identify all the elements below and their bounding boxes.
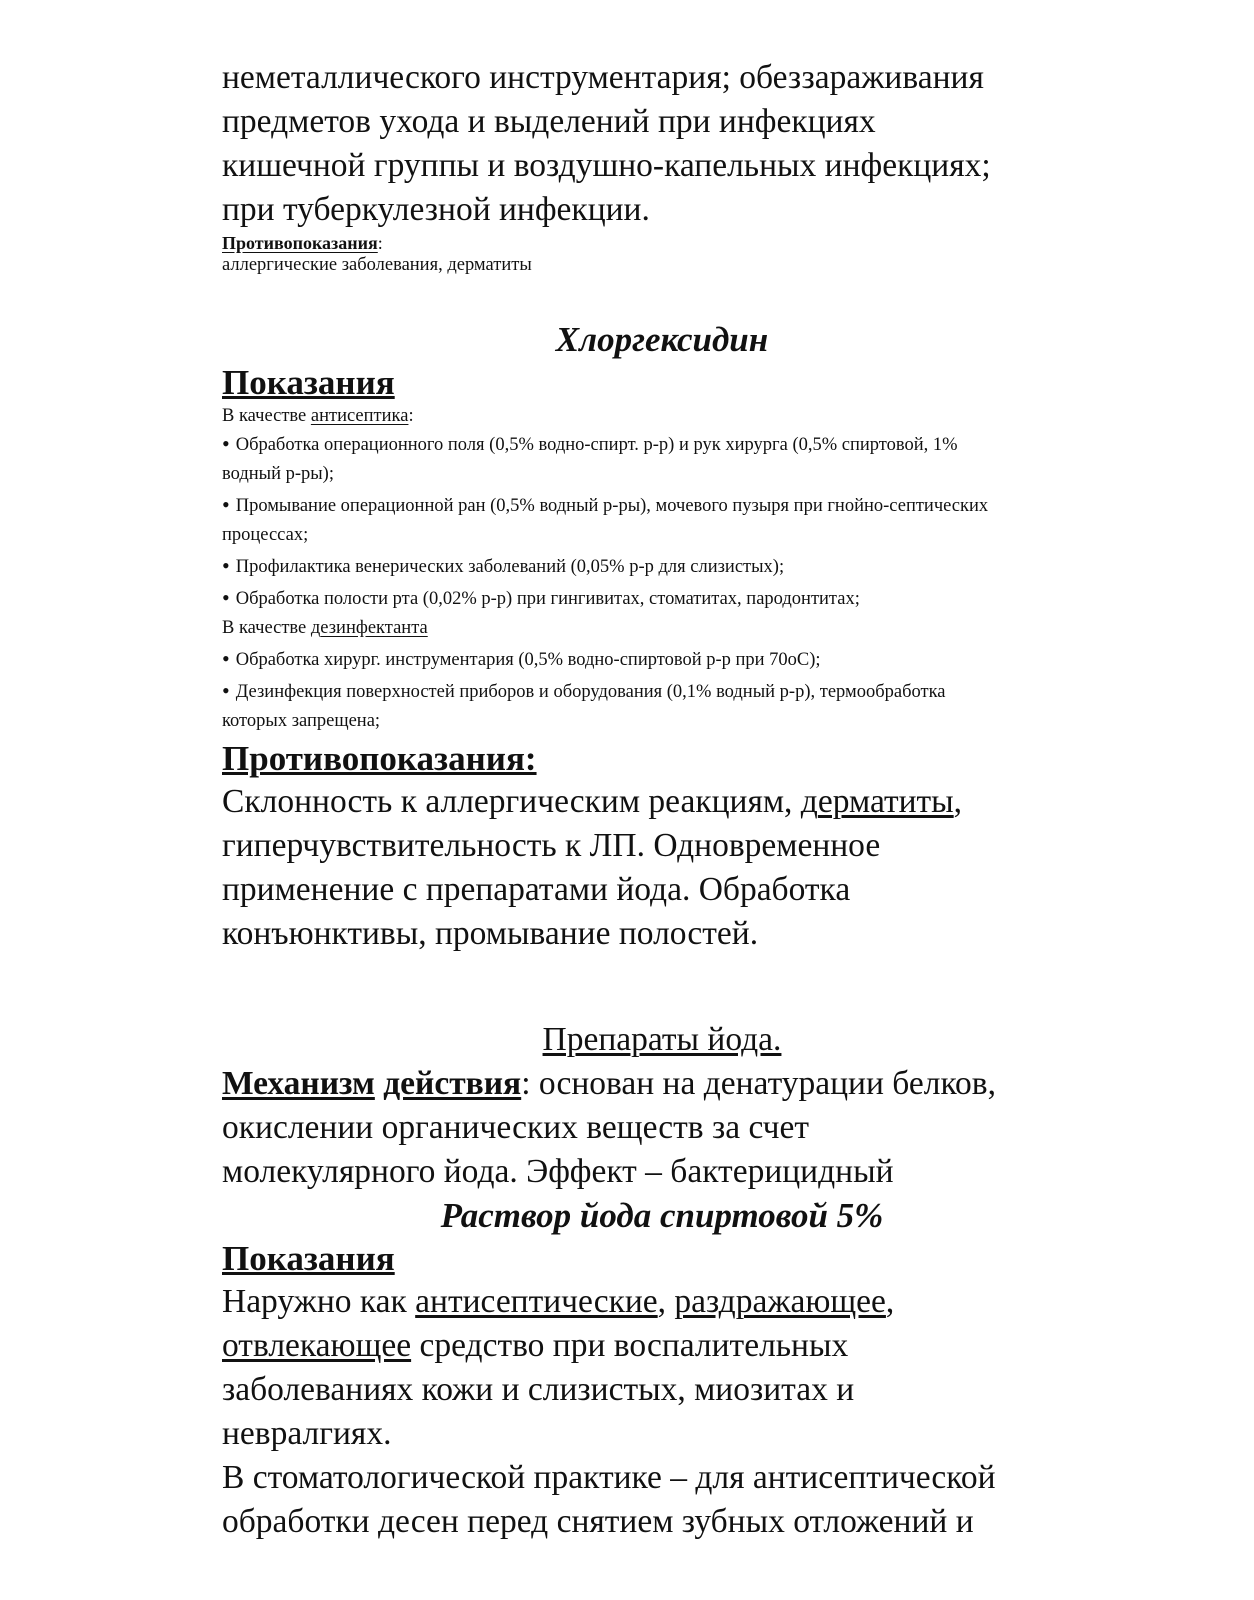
- contra-line-part: ,: [953, 783, 963, 820]
- disinfectant-item-cont: которых запрещена;: [222, 711, 381, 731]
- intro-contra-heading: [222, 232, 1102, 254]
- contra-line-part: Склонность к аллергическим реакциям, д: [222, 783, 818, 820]
- contra-line: гиперчувствительность к ЛП. Одновременное: [222, 827, 881, 864]
- antiseptic-item: • Обработка операционного поля (0,5% водно-спирт. р-р) и рук хирурга (0,5% спиртовой, 1%: [222, 428, 1102, 460]
- spacer: [222, 956, 1102, 1018]
- iodine-indication-line: невралгиях.: [222, 1415, 392, 1452]
- mechanism-line: окислении органических веществ за счет: [222, 1109, 810, 1146]
- intro-contra-colon: :: [377, 233, 383, 253]
- antiseptic-item: • Промывание операционной ран (0,5% водный р-ры), мочевого пузыря при гнойно-септических: [222, 489, 1102, 521]
- iodine-indication-line: заболеваниях кожи и слизистых, миозитах и: [222, 1371, 855, 1408]
- iodine-indication-line: В стоматологической практике – для антисептической: [222, 1459, 996, 1496]
- disinfectant-prefix: В качестве д: [222, 618, 321, 638]
- chlorhexidine-indications-heading: [222, 362, 1102, 404]
- mechanism-line: молекулярного йода. Эффект – бактерицидный: [222, 1153, 894, 1190]
- iodine-indications-heading-text: Показания: [222, 1239, 395, 1278]
- disinfectant-item: • Обработка хирург. инструментария (0,5% водно-спиртовой р-р при 70оС);: [222, 643, 1102, 675]
- mechanism-line: [222, 1062, 1102, 1106]
- intro-contra-label: Противопоказания: [222, 233, 378, 253]
- intro-line: неметаллического инструментария; обеззараживания: [222, 59, 984, 96]
- antiseptic-item: • Профилактика венерических заболеваний (0,05% р-р для слизистых);: [222, 550, 1102, 582]
- mechanism-rest: : основан на денатурации белков,: [521, 1065, 996, 1102]
- antiseptic-item-cont: процессах;: [222, 525, 309, 545]
- page-content: [222, 56, 1102, 1544]
- contra-line-underlined: ерматиты: [817, 783, 954, 820]
- chlorhexidine-contra-heading: [222, 738, 1102, 780]
- disinfectant-item: • Дезинфекция поверхностей приборов и оборудования (0,1% водный р-р), термообработка: [222, 675, 1102, 707]
- mechanism-word: Механизм: [222, 1065, 375, 1102]
- contra-line: применение с препаратами йода. Обработка: [222, 871, 851, 908]
- iodine-solution-title: Раствор йода спиртовой 5%: [440, 1196, 884, 1235]
- text-part: средство при воспалительных: [411, 1327, 849, 1364]
- antiseptic-intro: [222, 404, 1102, 428]
- intro-line: кишечной группы и воздушно-капельных инфекциях;: [222, 147, 991, 184]
- action-word: действия: [383, 1065, 522, 1102]
- underlined-term: отвлекающее: [222, 1327, 412, 1364]
- contra-heading-text: Противопоказания:: [222, 739, 537, 778]
- text-part: Наружно как: [222, 1283, 416, 1320]
- iodine-indication-line: [222, 1324, 1102, 1368]
- iodine-indication-line: обработки десен перед снятием зубных отложений и: [222, 1503, 974, 1540]
- underlined-term: антисептические: [415, 1283, 658, 1320]
- chlorhexidine-title: Хлоргексидин: [555, 320, 769, 359]
- disinfectant-word: езинфектанта: [320, 618, 428, 638]
- disinfectant-intro: [222, 614, 1102, 643]
- contra-line: [222, 780, 1102, 824]
- antiseptic-item-cont: водный р-ры);: [222, 464, 334, 484]
- underlined-term: раздражающее: [674, 1283, 886, 1320]
- iodine-indication-line: [222, 1280, 1102, 1324]
- antiseptic-suffix: :: [408, 406, 414, 426]
- antiseptic-prefix: В качестве: [222, 406, 311, 426]
- intro-line: предметов ухода и выделений при инфекциях: [222, 103, 876, 140]
- intro-line: при туберкулезной инфекции.: [222, 191, 650, 228]
- iodine-indications-heading: [222, 1238, 1102, 1280]
- antiseptic-item: • Обработка полости рта (0,02% р-р) при гингивитах, стоматитах, пародонтитах;: [222, 582, 1102, 614]
- antiseptic-word: антисептика: [310, 406, 409, 426]
- text-part: ,: [885, 1283, 895, 1320]
- contra-line: конъюнктивы, промывание полостей.: [222, 915, 759, 952]
- iodine-section-title-text: Препараты йода.: [542, 1021, 782, 1058]
- iodine-section-title: [222, 1018, 1102, 1062]
- intro-contra-text: аллергические заболевания, дерматиты: [222, 255, 532, 275]
- indications-heading-text: Показания: [222, 363, 395, 402]
- spacer: [222, 276, 1102, 318]
- text-part: ,: [657, 1283, 675, 1320]
